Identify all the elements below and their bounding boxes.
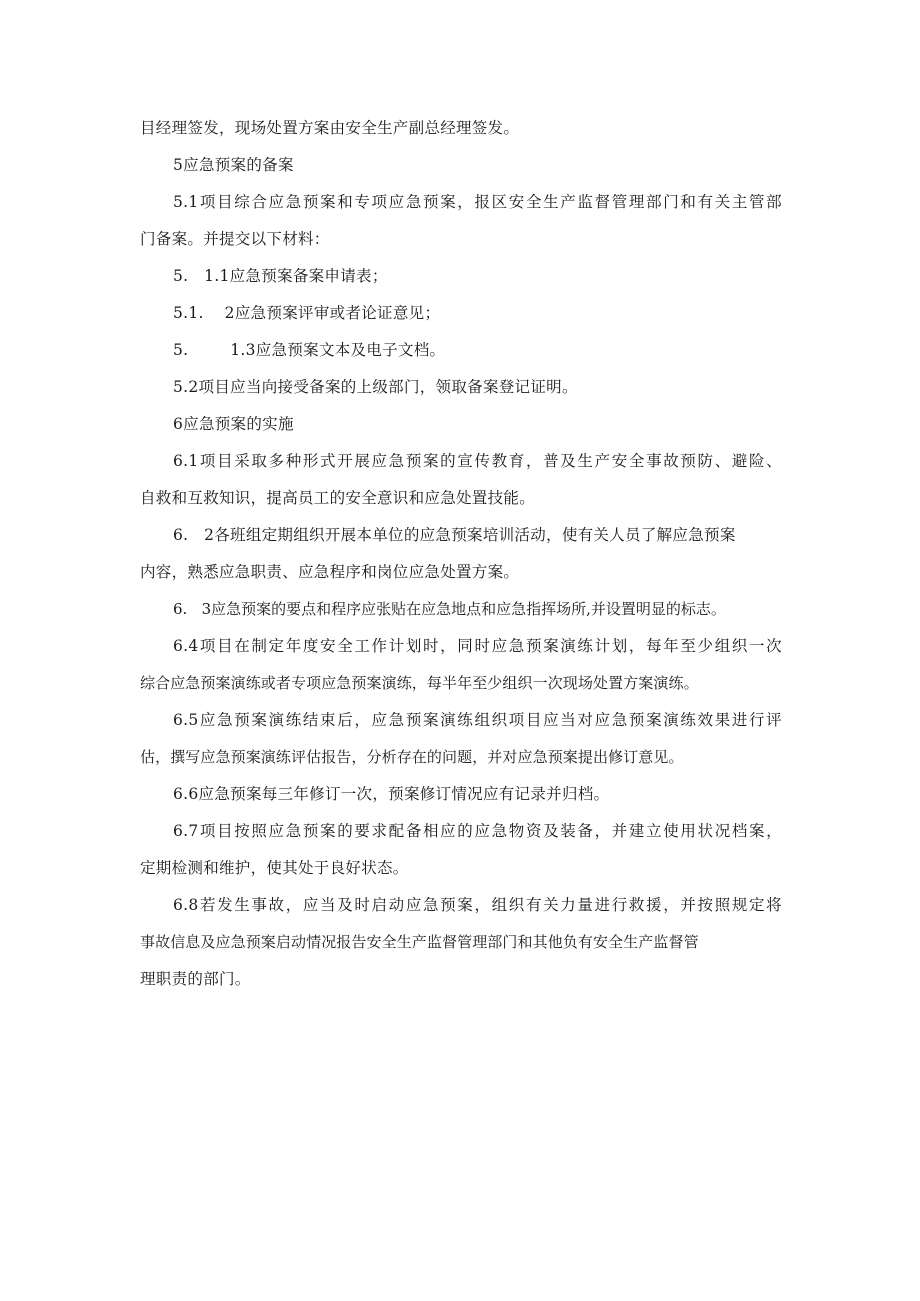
text-line-14: 6. 3应急预案的要点和程序应张贴在应急地点和应急指挥场所,并设置明显的标志。: [173, 600, 726, 618]
text-line-13: 内容，熟悉应急职责、应急程序和岗位应急处置方案。: [140, 563, 520, 581]
section-heading-5: 5应急预案的备案: [173, 156, 294, 174]
list-item-5-1-3: 5. 1.3应急预案文本及电子文档。: [173, 341, 446, 359]
text-line-20: 6.7项目按照应急预案的要求配备相应的应急物资及装备，并建立使用状况档案，: [173, 822, 782, 840]
text-line-23: 事故信息及应急预案启动情况报告安全生产监督管理部门和其他负有安全生产监督管: [140, 933, 699, 951]
text-line-4: 门备案。并提交以下材料：: [140, 230, 330, 248]
text-line-17: 6.5应急预案演练结束后，应急预案演练组织项目应当对应急预案演练效果进行评: [173, 711, 782, 729]
list-item-5-1-2: 5.1. 2应急预案评审或者论证意见；: [173, 304, 441, 322]
text-line-18: 估，撰写应急预案演练评估报告，分析存在的问题，并对应急预案提出修订意见。: [140, 748, 684, 766]
text-line-1: 目经理签发，现场处置方案由安全生产副总经理签发。: [140, 119, 520, 137]
section-heading-6: 6应急预案的实施: [173, 415, 294, 433]
text-line-16: 综合应急预案演练或者专项应急预案演练，每半年至少组织一次现场处置方案演练。: [140, 674, 699, 692]
text-line-24: 理职责的部门。: [140, 970, 251, 988]
text-line-19: 6.6应急预案每三年修订一次，预案修订情况应有记录并归档。: [173, 785, 610, 803]
text-line-10: 6.1项目采取多种形式开展应急预案的宣传教育，普及生产安全事故预防、避险、: [173, 452, 782, 470]
text-line-21: 定期检测和维护，使其处于良好状态。: [140, 859, 409, 877]
text-line-22: 6.8若发生事故，应当及时启动应急预案，组织有关力量进行救援，并按照规定将: [173, 896, 782, 914]
text-line-15: 6.4项目在制定年度安全工作计划时，同时应急预案演练计划，每年至少组织一次: [173, 637, 782, 655]
text-line-3: 5.1项目综合应急预案和专项应急预案，报区安全生产监督管理部门和有关主管部: [173, 193, 782, 211]
list-item-5-1-1: 5. 1.1应急预案备案申请表；: [173, 267, 388, 285]
text-line-12: 6. 2各班组定期组织开展本单位的应急预案培训活动，使有关人员了解应急预案: [173, 526, 736, 544]
text-line-11: 自救和互救知识，提高员工的安全意识和应急处置技能。: [140, 489, 536, 507]
text-line-8: 5.2项目应当向接受备案的上级部门，领取备案登记证明。: [173, 378, 578, 396]
